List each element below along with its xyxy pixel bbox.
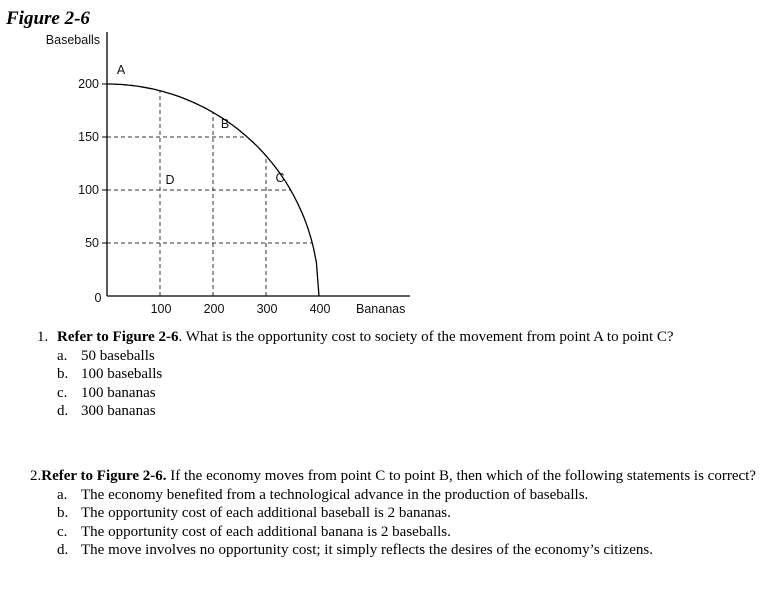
choice-letter: b. bbox=[57, 366, 69, 382]
choice-text: 100 bananas bbox=[81, 384, 156, 401]
origin-label: 0 bbox=[94, 291, 102, 305]
question-1-ref: Refer to Figure 2-6 bbox=[57, 329, 179, 345]
question-1-choice-d bbox=[57, 402, 757, 421]
choice-text: The opportunity cost of each additional banana is 2 baseballs. bbox=[81, 523, 451, 540]
x-tick-label: 400 bbox=[309, 302, 331, 316]
point-label-b: B bbox=[220, 117, 230, 131]
question-1-text: . What is the opportunity cost to society of the movement from point A to point C? bbox=[178, 329, 674, 345]
question-2-choice-d bbox=[57, 541, 758, 560]
question-1-choice-c bbox=[57, 384, 757, 403]
y-tick-label: 100 bbox=[78, 183, 99, 197]
question-2-choice-a bbox=[57, 486, 758, 505]
y-tick-label: 50 bbox=[85, 236, 99, 250]
figure-title: Figure 2-6 bbox=[6, 8, 90, 29]
choice-text: The move involves no opportunity cost; it simply reflects the desires of the economy’s citizens. bbox=[81, 542, 653, 558]
choice-letter: b. bbox=[57, 505, 69, 521]
choice-letter: c. bbox=[57, 523, 68, 540]
question-2-stem bbox=[30, 467, 758, 486]
y-axis-label: Baseballs bbox=[45, 33, 100, 47]
question-1-choice-a bbox=[57, 347, 757, 366]
question-2-choice-c bbox=[57, 523, 758, 542]
question-1-number: 1. bbox=[37, 329, 49, 345]
point-label-c: C bbox=[275, 171, 285, 185]
point-label-d: D bbox=[165, 173, 175, 187]
question-1-choice-b bbox=[57, 365, 757, 384]
x-tick-label: 100 bbox=[150, 302, 172, 316]
choice-letter: d. bbox=[57, 542, 69, 558]
choice-text: The economy benefited from a technological advance in the production of baseballs. bbox=[81, 486, 589, 503]
axes bbox=[102, 32, 410, 296]
question-2-text: If the economy moves from point C to point B, then which of the following statements is correct? bbox=[166, 468, 756, 484]
choice-text: 300 bananas bbox=[81, 403, 156, 419]
question-1-stem bbox=[57, 328, 674, 347]
choice-text: 50 baseballs bbox=[81, 347, 155, 364]
x-tick-label: 300 bbox=[256, 302, 278, 316]
question-2-choice-b bbox=[57, 504, 758, 523]
question-2 bbox=[30, 467, 758, 560]
choice-letter: d. bbox=[57, 403, 69, 419]
choice-letter: a. bbox=[57, 347, 68, 364]
choice-letter: c. bbox=[57, 384, 68, 401]
question-1 bbox=[37, 328, 757, 421]
point-label-a: A bbox=[116, 63, 126, 77]
y-tick-label: 150 bbox=[78, 130, 99, 144]
question-2-choices bbox=[57, 486, 758, 560]
choice-text: 100 baseballs bbox=[81, 366, 163, 382]
x-axis-label: Bananas bbox=[356, 302, 406, 316]
y-tick-label: 200 bbox=[78, 77, 99, 91]
x-tick-label: 200 bbox=[203, 302, 225, 316]
choice-letter: a. bbox=[57, 486, 68, 503]
choice-text: The opportunity cost of each additional baseball is 2 bananas. bbox=[81, 505, 451, 521]
question-2-ref: Refer to Figure 2-6. bbox=[41, 468, 167, 484]
question-1-choices bbox=[57, 347, 757, 421]
question-2-number: 2. bbox=[30, 468, 42, 484]
grid-lines bbox=[107, 91, 312, 296]
